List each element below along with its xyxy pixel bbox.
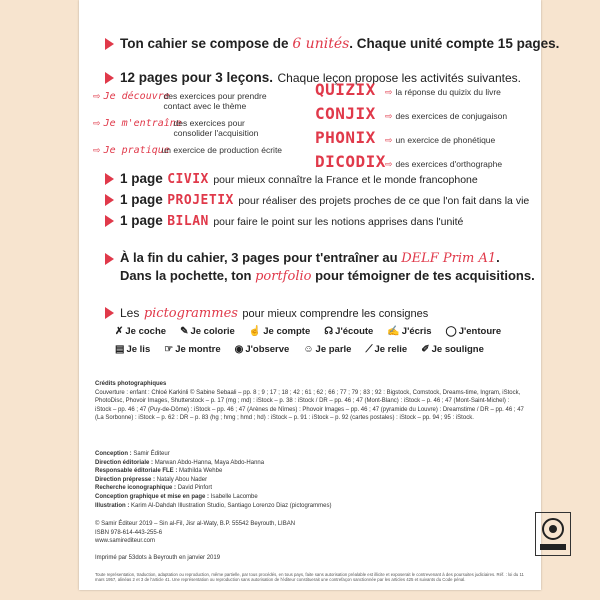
arrow-icon — [105, 307, 114, 319]
line-link-icon: ⟋ — [365, 344, 373, 355]
page — [79, 0, 560, 590]
staff-item: Illustration : Karim Al-Dahdah Illustration Studio, Santiago Lorenzo Diaz (pictogrammes) — [95, 502, 332, 509]
eye-icon: ◉ — [234, 344, 244, 355]
picto-color: ✎ Je colorie — [180, 326, 235, 337]
picto-count: ☝ Je compte — [248, 326, 311, 337]
activity-item: ⇨ Je pratique un exercice de production écrite — [93, 145, 283, 156]
finger-count-icon: ☝ — [248, 326, 262, 337]
publisher-address: © Samir Éditeur 2019 – Sin al-Fil, Jisr al-Waty, B.P. 55542 Beyrouth, LIBAN — [95, 521, 296, 527]
small-arrow-icon: ⇨ — [93, 91, 101, 101]
arrow-icon — [105, 194, 114, 206]
small-arrow-icon: ⇨ — [385, 111, 393, 121]
recycling-logo-icon — [535, 512, 571, 556]
picto-observe: ◉ J'observe — [234, 344, 290, 355]
circle-icon: ◯ — [445, 326, 457, 337]
website: www.samirediteur.com — [95, 538, 156, 545]
pages-list — [105, 170, 529, 233]
staff-item: Direction prépresse : Nataly Abou Nader — [95, 476, 208, 483]
small-arrow-icon: ⇨ — [385, 135, 393, 145]
staff-item: Direction éditoriale : Marwan Abdo-Hanna, Maya Abdo-Hanna — [95, 459, 265, 466]
picto-read: ▤ Je lis — [115, 344, 151, 355]
picto-speak: ☺ Je parle — [303, 344, 352, 355]
staff-item: Recherche iconographique : David Pinfort — [95, 485, 213, 492]
pictos-row — [115, 326, 501, 337]
page-item: 1 page BILAN pour faire le point sur les notions apprises dans l'unité — [105, 212, 529, 233]
mouth-icon: ☺ — [303, 344, 314, 355]
activities-list — [93, 91, 298, 156]
writing-hand-icon: ✍ — [387, 326, 400, 337]
arrow-icon — [105, 38, 114, 50]
lessons-line: 12 pages pour 3 leçons. Chaque leçon propose les activités suivantes. — [105, 69, 521, 87]
staff-item: Conception graphique et mise en page : Isabelle Lacombe — [95, 493, 258, 500]
page-item: 1 page CIVIX pour mieux connaître la France et le monde francophone — [105, 170, 529, 191]
check-icon: ✗ — [115, 326, 124, 337]
arrow-icon — [105, 253, 114, 265]
arrow-icon — [105, 215, 114, 227]
picto-check: ✗ Je coche — [115, 326, 167, 337]
arrow-icon — [105, 72, 114, 84]
picto-show: ☞ Je montre — [164, 344, 221, 355]
box-item: CONJIX ⇨ des exercices de conjugaison — [315, 104, 508, 123]
small-arrow-icon: ⇨ — [385, 159, 393, 169]
picto-link: ⟋ Je relie — [365, 344, 408, 355]
credits-body: Couverture : enfant : Chloé Karkinli © Sabine Sebaali – pp. 8 ; 9 ; 17 ; 18 ; 42 ; 61 ; 62 ; 66 ; 77 ; 79 ; 83 ; 92 : Bigstock, Comstock, Dreams-time, Ingram, iStock, PhotoDisc, Phovoir Images, Shutterstock – p. 17 (mg ; md) : iStock – p. 38 : iStock / DR – pp. 46 ; 47 (Mont-Blanc) : iStock – p. 46 ; 47 (Mont-Saint-Michel) : iStock – pp. 46 ; 47 (Puy-de-Dôme) : iStock – pp. 46 ; 47 (Arènes de Nîmes) : Phovoir Images – pp. 46 ; 47 (pyramide du Louvre) : Dreamstime / DR – pp. 46 ; 47 (La Sorbonne) : iStock – p. 62 : DR – p. 83 (hg ; hmg ; hmd ; hd) : iStock – p. 91 : iStock – p. 92 (cartes postales) : iStock – pp. 94 ; 95 : iStock. — [95, 389, 524, 422]
picto-write: ✍ J'écris — [387, 326, 432, 337]
isbn: ISBN 978-614-443-255-6 — [95, 529, 163, 536]
box-item: QUIZIX ⇨ la réponse du quizix du livre — [315, 80, 501, 99]
small-arrow-icon: ⇨ — [385, 87, 393, 97]
activity-item: ⇨ Je découvre des exercices pour prendre contact avec le thème — [93, 91, 267, 111]
staff-item: Responsable éditoriale FLE : Mathilda Wehbe — [95, 468, 223, 475]
pointing-hand-icon: ☞ — [164, 344, 174, 355]
picto-underline: ✐ Je souligne — [421, 344, 484, 355]
units-count: 6 unités — [292, 36, 350, 52]
portfolio-line: Dans la pochette, ton portfolio pour témoigner de tes acquisitions. — [120, 268, 535, 284]
photo-credits — [95, 380, 525, 423]
box-item: PHONIX ⇨ un exercice de phonétique — [315, 128, 496, 147]
pencil-icon: ✎ — [180, 326, 189, 337]
delf-line: À la fin du cahier, 3 pages pour t'entraîner au DELF Prim A1. — [105, 250, 500, 266]
arrow-icon — [105, 173, 114, 185]
ear-icon: ☊ — [324, 326, 334, 337]
boxes-list — [315, 80, 507, 176]
staff-list — [95, 450, 525, 510]
page-item: 1 page PROJETIX pour réaliser des projets proches de ce que l'on fait dans la vie — [105, 191, 529, 212]
staff-item: Conception : Samir Éditeur — [95, 451, 170, 457]
activity-item: ⇨ Je m'entraîne des exercices pour consolider l'acquisition — [93, 118, 259, 138]
picto-listen: ☊ J'écoute — [324, 326, 374, 337]
credits-heading: Crédits photographiques — [95, 381, 167, 387]
intro-line: Ton cahier se compose de 6 unités. Chaque unité compte 15 pages. — [105, 36, 559, 52]
box-item: DICODIX⇨ des exercices d'orthographe — [315, 152, 503, 171]
pictos-row — [115, 344, 484, 355]
publisher-info — [95, 520, 495, 562]
underline-pen-icon: ✐ — [421, 344, 430, 355]
picto-circle: ◯ J'entoure — [445, 326, 502, 337]
pictos-intro: Les pictogrammes pour mieux comprendre les consignes — [105, 304, 428, 322]
small-arrow-icon: ⇨ — [93, 145, 101, 155]
small-arrow-icon: ⇨ — [93, 118, 101, 128]
book-icon: ▤ — [115, 344, 125, 355]
legal-notice: Toute représentation, traduction, adaptation ou reproduction, même partielle, par tous procédés, en tous pays, faite sans autorisation préalable est illicite et exposerait le contrevenant à des poursuites judiciaires. Réf. : loi du 11 mars 1957, alinéas 2 et 3 de l'article 41. Une représentation ou reproduction sans autorisation de l'éditeur constituerait une contrefaçon sanctionnée par les articles 425 et suivants du Code pénal. — [95, 572, 524, 582]
print-info: Imprimé par 53dots à Beyrouth en janvier 2019 — [95, 554, 221, 561]
